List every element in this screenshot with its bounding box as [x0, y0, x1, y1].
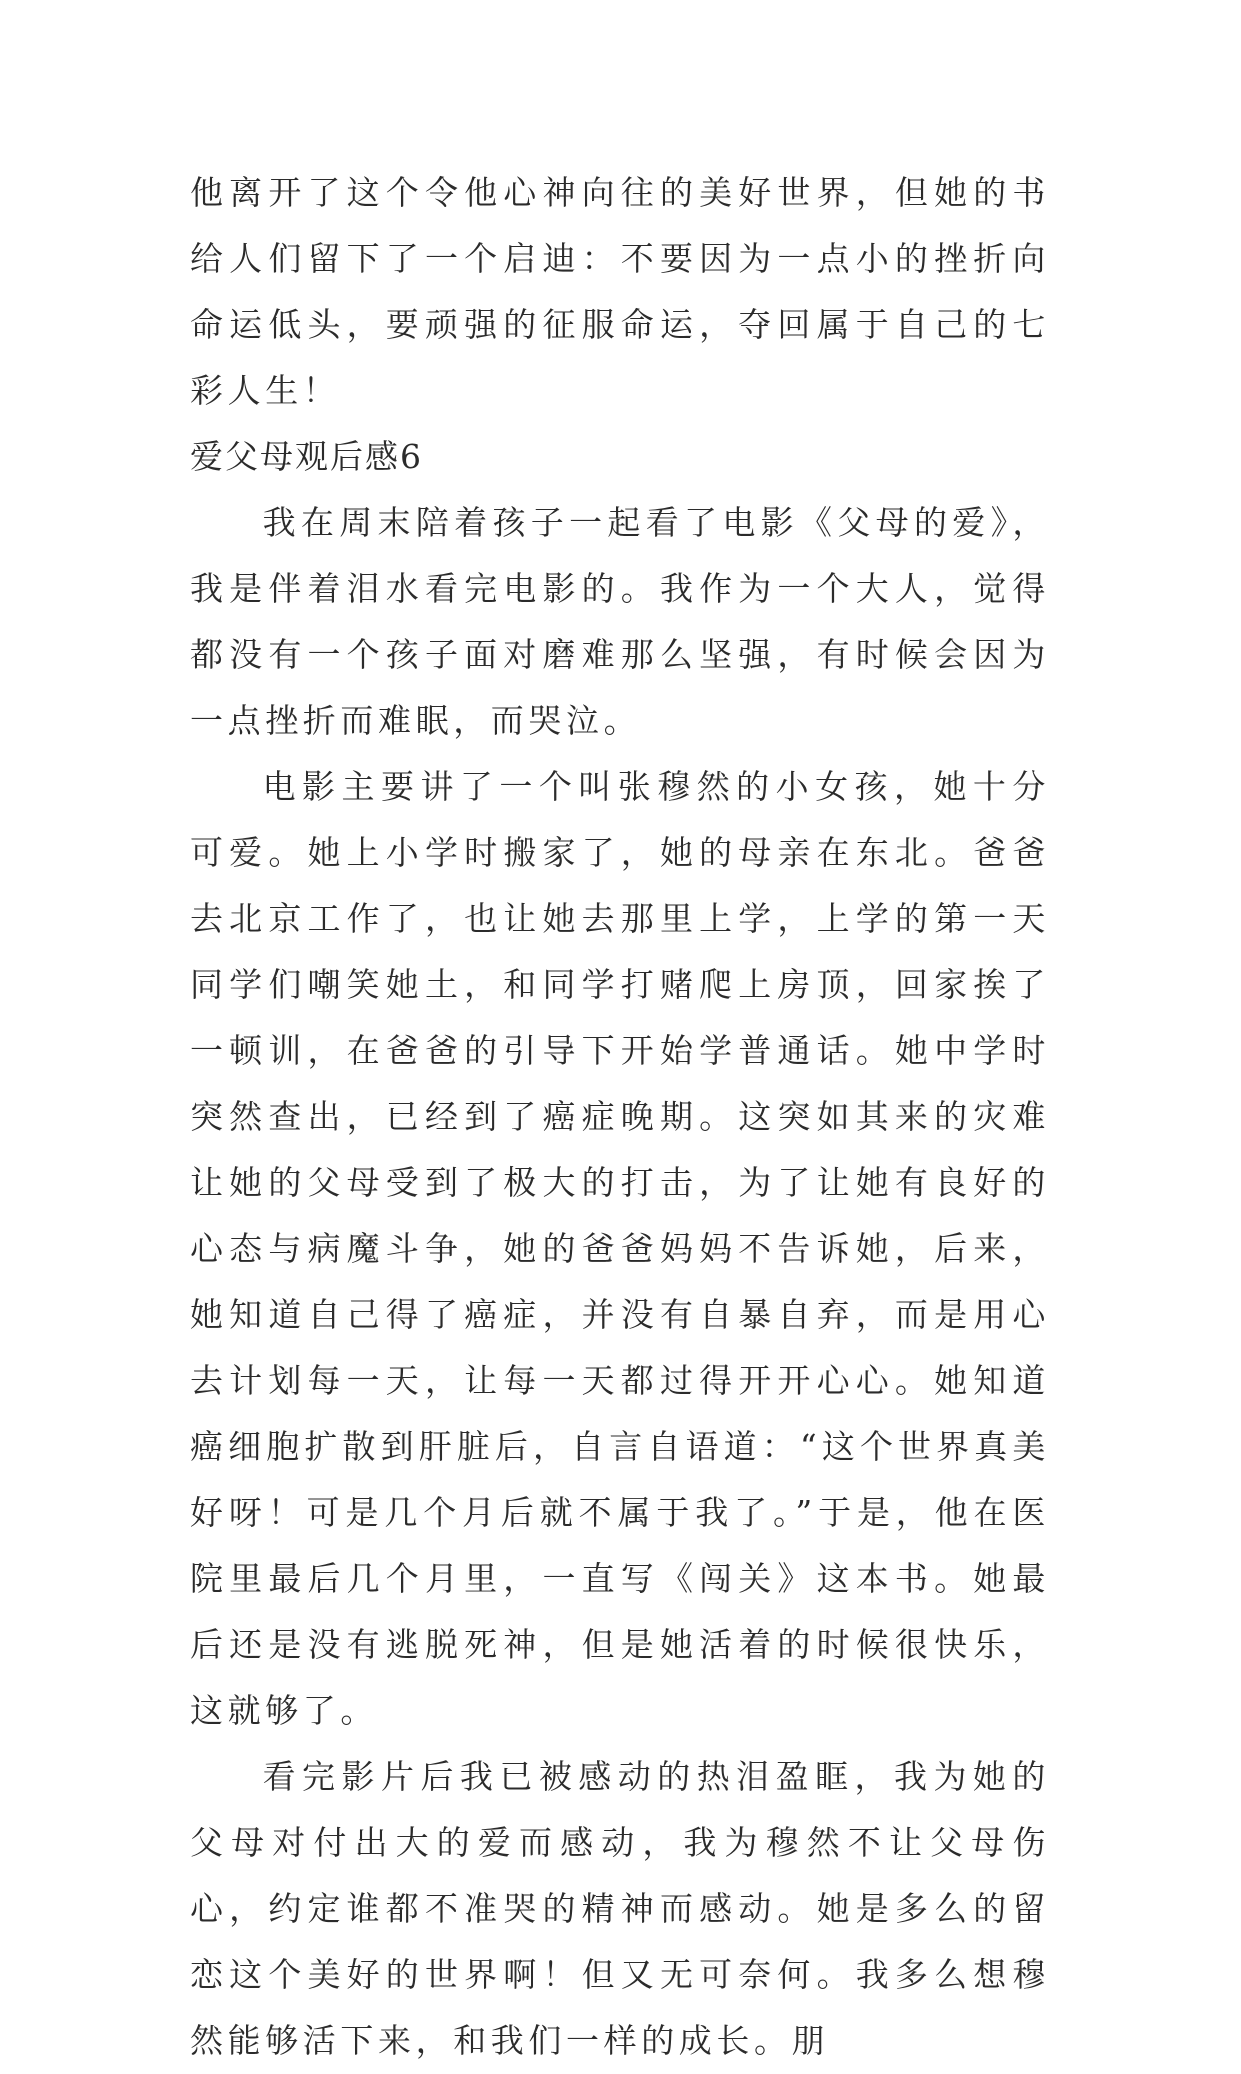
paragraph: 电影主要讲了一个叫张穆然的小女孩，她十分可爱。她上小学时搬家了，她的母亲在东北。爸爸去北京工作了，也让她去那里上学，上学的第一天同学们嘲笑她土，和同学打赌爬上房顶，回家挨了一顿训，在爸爸的引导下开始学普通话。她中学时突然查出，已经到了癌症晚期。这突如其来的灾难让她的父母受到了极大的打击，为了让她有良好的心态与病魔斗争，她的爸爸妈妈不告诉她，后来，她知道自己得了癌症，并没有自暴自弃，而是用心去计划每一天，让每一天都过得开开心心。她知道癌细胞扩散到肝脏后，自言自语道：“这个世界真美好呀！可是几个月后就不属于我了。”于是，他在医院里最后几个月里，一直写《闯关》这本书。她最后还是没有逃脱死神，但是她活着的时候很快乐，这就够了。: [190, 767, 1050, 1730]
section-title: 爱父母观后感6: [190, 437, 423, 476]
paragraph: 我在周末陪着孩子一起看了电影《父母的爱》，我是伴着泪水看完电影的。我作为一个大人，觉得都没有一个孩子面对磨难那么坚强，有时候会因为一点挫折而难眠，而哭泣。: [190, 503, 1050, 740]
document-body: [190, 160, 1050, 2074]
paragraph-continued: 他离开了这个令他心神向往的美好世界，但她的书给人们留下了一个启迪：不要因为一点小的挫折向命运低头，要顽强的征服命运，夺回属于自己的七彩人生！: [190, 173, 1050, 410]
paragraph: 看完影片后我已被感动的热泪盈眶，我为她的父母对付出大的爱而感动，我为穆然不让父母伤心，约定谁都不准哭的精神而感动。她是多么的留恋这个美好的世界啊！但又无可奈何。我多么想穆然能够活下来，和我们一样的成长。朋: [190, 1757, 1050, 2060]
